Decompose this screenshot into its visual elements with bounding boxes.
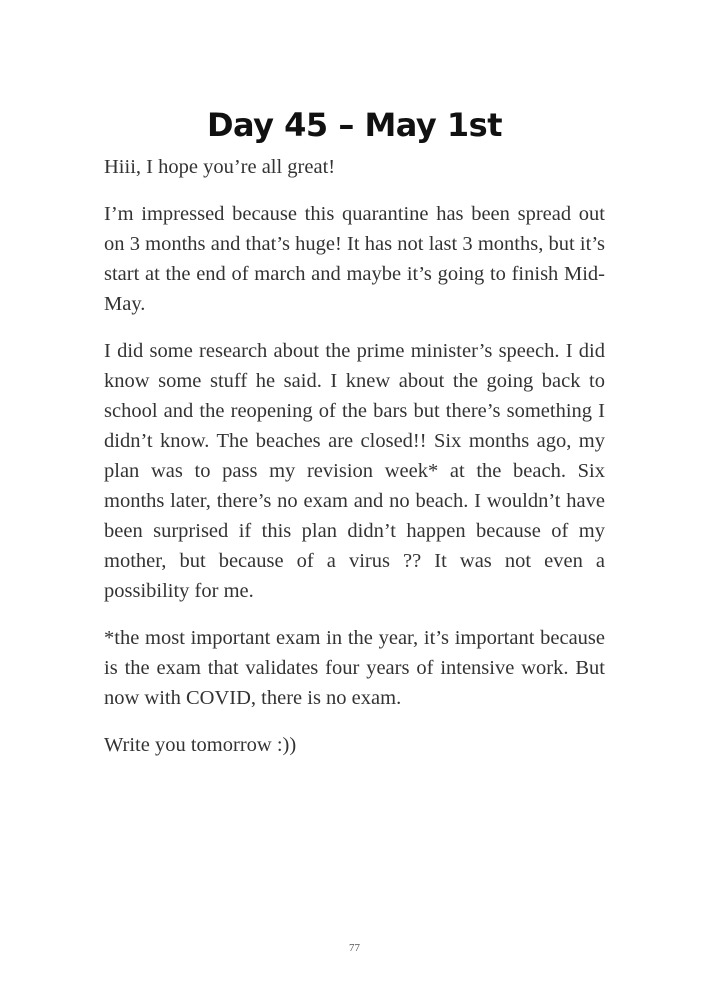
greeting-paragraph: Hiii, I hope you’re all great! — [104, 156, 336, 178]
page-title: Day 45 – May 1st — [206, 106, 503, 145]
footnote-paragraph: *the most important exam in the year, it’s important because is the exam that validates four years of intensive work. But now with COVID, there is no exam. — [104, 627, 605, 709]
entry-body — [104, 152, 605, 777]
speech-paragraph: I did some research about the prime minister’s speech. I did know some stuff he said. I knew about the going back to school and the reopening of the bars but there’s something I didn’t know. The beaches are closed!! Six months ago, my plan was to pass my revision week* at the beach. Six months later, there’s no exam and no beach. I wouldn’t have been surprised if this plan didn’t happen because of my mother, but because of a virus ?? It was not even a possibility for me. — [104, 340, 605, 602]
signoff-paragraph: Write you tomorrow :)) — [104, 734, 297, 756]
quarantine-paragraph: I’m impressed because this quarantine has been spread out on 3 months and that’s huge! It has not last 3 months, but it’s start at the end of march and maybe it’s going to finish Mid-May. — [104, 203, 605, 315]
page-number: 77 — [349, 942, 360, 954]
